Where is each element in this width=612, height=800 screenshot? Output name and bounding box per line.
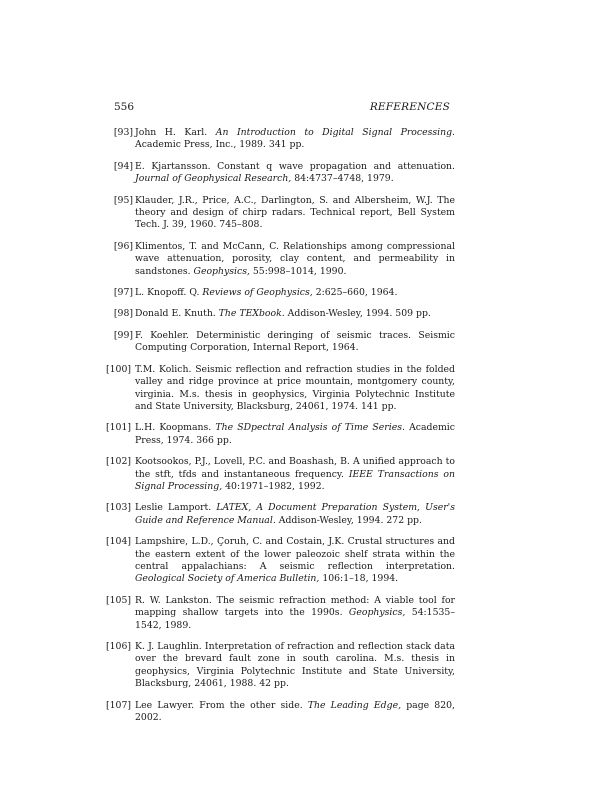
reference-number: [97]: [113, 287, 133, 299]
reference-text: [135, 364, 455, 412]
reference-entry: [109, 287, 455, 299]
reference-authors-title: R. W. Lankston. The seismic refraction method: A viable tool for mapping shallow targets into the 1990s.: [135, 594, 455, 619]
reference-authors-title: Lee Lawyer. From the other side.: [135, 699, 308, 711]
reference-text: [135, 536, 455, 584]
reference-entry: [106, 641, 455, 691]
reference-number: [96]: [113, 240, 133, 252]
reference-text: [135, 641, 455, 689]
reference-details: Academic Press, 1974. 366 pp.: [135, 422, 455, 446]
reference-authors-title: L. Knopoff. Q.: [135, 287, 203, 299]
reference-entry: [109, 127, 455, 152]
reference-number: [98]: [113, 308, 133, 320]
reference-number: [93]: [113, 127, 133, 138]
reference-text: [135, 308, 431, 319]
reference-details: 55:998–1014, 1990.: [249, 265, 347, 277]
reference-authors-title: E. Kjartansson. Constant q wave propagation and attenuation.: [135, 160, 455, 172]
reference-number: [105]: [106, 594, 131, 606]
reference-entry: [106, 594, 455, 632]
reference-details: Addison-Wesley, 1994. 272 pp.: [275, 514, 422, 526]
reference-source: Journal of Geophysical Research,: [135, 173, 292, 185]
reference-text: [135, 330, 455, 353]
reference-details: page 820, 2002.: [135, 699, 455, 724]
reference-authors-title: Leslie Lamport.: [135, 502, 217, 514]
reference-text: [135, 502, 455, 525]
reference-details: Academic Press, Inc., 1989. 341 pp.: [135, 139, 305, 151]
reference-authors-title: Lampshire, L.D., Çoruh, C. and Costain, J.K. Crustal structures and the eastern extent of the lower paleozoic shelf strata within the central appalachians: A seismic reflection interpretation.: [135, 536, 455, 572]
reference-authors-title: F. Koehler. Deterministic deringing of seismic traces. Seismic Computing Corporation, Internal Report, 1964.: [135, 329, 455, 354]
reference-entry: [109, 308, 455, 320]
reference-source: An Introduction to Digital Signal Processing.: [215, 127, 455, 138]
reference-source: Geophysics,: [348, 607, 406, 619]
reference-entry: [106, 456, 456, 493]
reference-text: [135, 456, 455, 492]
reference-number: [100]: [106, 363, 131, 375]
reference-entry: [106, 363, 455, 414]
reference-number: [104]: [106, 536, 131, 548]
reference-details: 54:1535–1542, 1989.: [135, 607, 455, 631]
reference-source: Geophysics,: [193, 265, 250, 277]
reference-entry: [106, 536, 455, 586]
reference-authors-title: Kootsookos, P.J., Lovell, P.C. and Boashash, B. A unified approach to the stft, tfds and instantaneous frequency.: [135, 456, 455, 480]
reference-authors-title: K. J. Laughlin. Interpretation of refraction and reflection stack data over the brevard fault zone in south carolina. M.s. thesis in geophysics, Virginia Polytechnic Institute and State University, Blacksburg, 24061, 1988. 42 pp.: [135, 641, 455, 690]
reference-number: [95]: [113, 194, 133, 206]
reference-number: [102]: [106, 456, 131, 468]
reference-text: [135, 700, 455, 723]
reference-text: [135, 195, 455, 231]
reference-entry: [109, 195, 455, 232]
running-head: REFERENCES: [369, 101, 450, 113]
reference-authors-title: John H. Karl.: [135, 127, 216, 138]
reference-source: Reviews of Geophysics,: [202, 287, 313, 299]
reference-source: Geological Society of America Bulletin,: [135, 573, 320, 585]
reference-text: [135, 287, 397, 298]
reference-details: Addison-Wesley, 1994. 509 pp.: [284, 308, 431, 320]
reference-authors-title: Klauder, J.R., Price, A.C., Darlington, S. and Albersheim, W.J. The theory and design of chirp radars. Technical report, Bell System Tech. J. 39, 1960. 745–808.: [135, 194, 455, 231]
reference-number: [94]: [113, 160, 133, 172]
reference-source: The TEXbook.: [218, 308, 285, 320]
reference-entry: [106, 502, 455, 527]
reference-authors-title: Klimentos, T. and McCann, C. Relationships among compressional wave attenuation, porosity, clay content, and permeability in sandstones.: [135, 240, 455, 277]
reference-entry: [106, 422, 455, 447]
reference-source: The SDpectral Analysis of Time Series.: [215, 422, 405, 434]
reference-text: [135, 595, 455, 631]
reference-source: The Leading Edge,: [307, 699, 402, 711]
reference-entry: [109, 241, 455, 278]
reference-text: [135, 127, 455, 150]
page-header: [114, 101, 450, 115]
reference-details: 2:625–660, 1964.: [312, 287, 398, 299]
reference-text: [135, 241, 455, 277]
reference-authors-title: L.H. Koopmans.: [135, 422, 216, 434]
reference-number: [103]: [106, 502, 131, 514]
reference-number: [107]: [106, 699, 131, 711]
reference-source: IEEE Transactions on Signal Processing,: [135, 468, 456, 492]
reference-details: 106:1–18, 1994.: [319, 573, 399, 585]
page-number: 556: [114, 101, 135, 113]
reference-authors-title: Donald E. Knuth.: [135, 308, 219, 320]
reference-text: [135, 161, 455, 184]
reference-entry: [106, 699, 455, 725]
reference-text: [135, 422, 455, 445]
reference-source: LATEX, A Document Preparation System, User's Guide and Reference Manual.: [135, 502, 455, 526]
reference-entry: [109, 330, 455, 355]
reference-details: 40:1971–1982, 1992.: [222, 480, 325, 492]
reference-details: 84:4737–4748, 1979.: [291, 173, 394, 185]
reference-number: [101]: [106, 422, 131, 434]
reference-entry: [109, 161, 455, 186]
reference-number: [99]: [113, 329, 133, 341]
reference-number: [106]: [106, 641, 131, 652]
reference-list: [106, 127, 456, 733]
reference-authors-title: T.M. Kolich. Seismic reflection and refraction studies in the folded valley and ridge province at price mountain, montgomery county, virginia. M.s. thesis in geophysics, Virginia Polytechnic Institute and State University, Blacksburg, 24061, 1974. 141 pp.: [135, 363, 455, 412]
